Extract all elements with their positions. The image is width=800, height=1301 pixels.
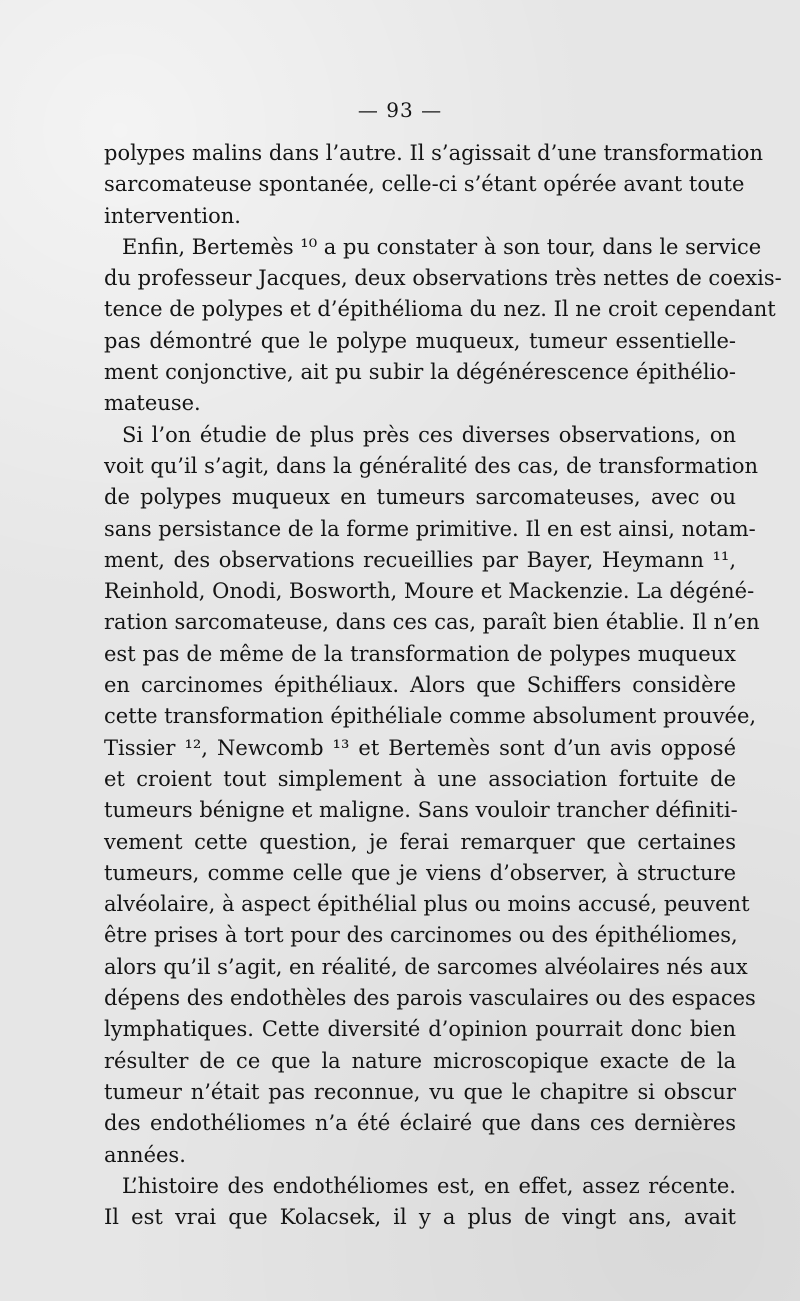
paragraph [104,138,763,232]
text-line: alors qu’il s’agit, en réalité, de sarcomes alvéolaires nés aux [104,954,748,979]
text-line: être prises à tort pour des carcinomes ou des épithéliomes, [104,923,738,948]
text-line: tence de polypes et d’épithélioma du nez. Il ne croit cependant [104,297,776,322]
text-line: Si l’on étudie de plus près ces diverses observations, on [122,422,736,447]
text-line: sarcomateuse spontanée, celle-ci s’étant opérée avant toute [104,172,745,197]
text-line: ration sarcomateuse, dans ces cas, paraît bien établie. Il n’en [104,610,760,635]
text-line: alvéolaire, à aspect épithélial plus ou moins accusé, peuvent [104,892,750,917]
text-line: ment conjonctive, ait pu subir la dégénérescence épithélio- [104,360,736,385]
text-line: polypes malins dans l’autre. Il s’agissait d’une transformation [104,141,763,165]
page-number: — 93 — [357,98,443,122]
text-line: en carcinomes épithéliaux. Alors que Schiffers considère [104,673,736,698]
text-line: du professeur Jacques, deux observations très nettes de coexis- [104,266,782,291]
text-line: et croient tout simplement à une association fortuite de [104,766,736,791]
text-line: des endothéliomes n’a été éclairé que dans ces dernières [104,1111,736,1136]
text-line: Reinhold, Onodi, Bosworth, Moure et Mackenzie. La dégéné- [104,579,755,604]
text-line: tumeur n’était pas reconnue, vu que le chapitre si obscur [104,1079,736,1104]
body-text [104,138,782,1233]
text-line: cette transformation épithéliale comme absolument prouvée, [104,704,757,729]
text-line: tumeurs bénigne et maligne. Sans vouloir trancher définiti- [104,798,738,823]
text-line: résulter de ce que la nature microscopique exacte de la [104,1048,736,1073]
text-line: de polypes muqueux en tumeurs sarcomateuses, avec ou [104,485,736,510]
text-line: pas démontré que le polype muqueux, tumeur essentielle- [104,328,736,353]
text-line: sans persistance de la forme primitive. Il en est ainsi, notam- [104,516,756,541]
text-line: années. [104,1142,186,1167]
text-line: ment, des observations recueillies par Bayer, Heymann ¹¹, [104,547,736,572]
text-line: Tissier ¹², Newcomb ¹³ et Bertemès sont d’un avis opposé [104,735,736,760]
paragraph [104,420,760,1171]
paragraph [104,1171,736,1234]
text-line: L’histoire des endothéliomes est, en effet, assez récente. [122,1173,736,1198]
text-line: Enfin, Bertemès ¹⁰ a pu constater à son tour, dans le service [122,234,762,259]
text-line: lymphatiques. Cette diversité d’opinion pourrait donc bien [104,1017,736,1042]
text-line: tumeurs, comme celle que je viens d’observer, à structure [104,860,736,885]
text-line: Il est vrai que Kolacsek, il y a plus de vingt ans, avait [104,1205,736,1230]
paragraph [104,232,782,420]
text-line: voit qu’il s’agit, dans la généralité des cas, de transformation [104,453,759,478]
text-line: est pas de même de la transformation de polypes muqueux [104,641,736,666]
text-line: intervention. [104,203,241,228]
text-line: dépens des endothèles des parois vasculaires ou des espaces [104,986,756,1011]
text-line: mateuse. [104,391,201,416]
text-line: vement cette question, je ferai remarquer que certaines [104,829,736,854]
